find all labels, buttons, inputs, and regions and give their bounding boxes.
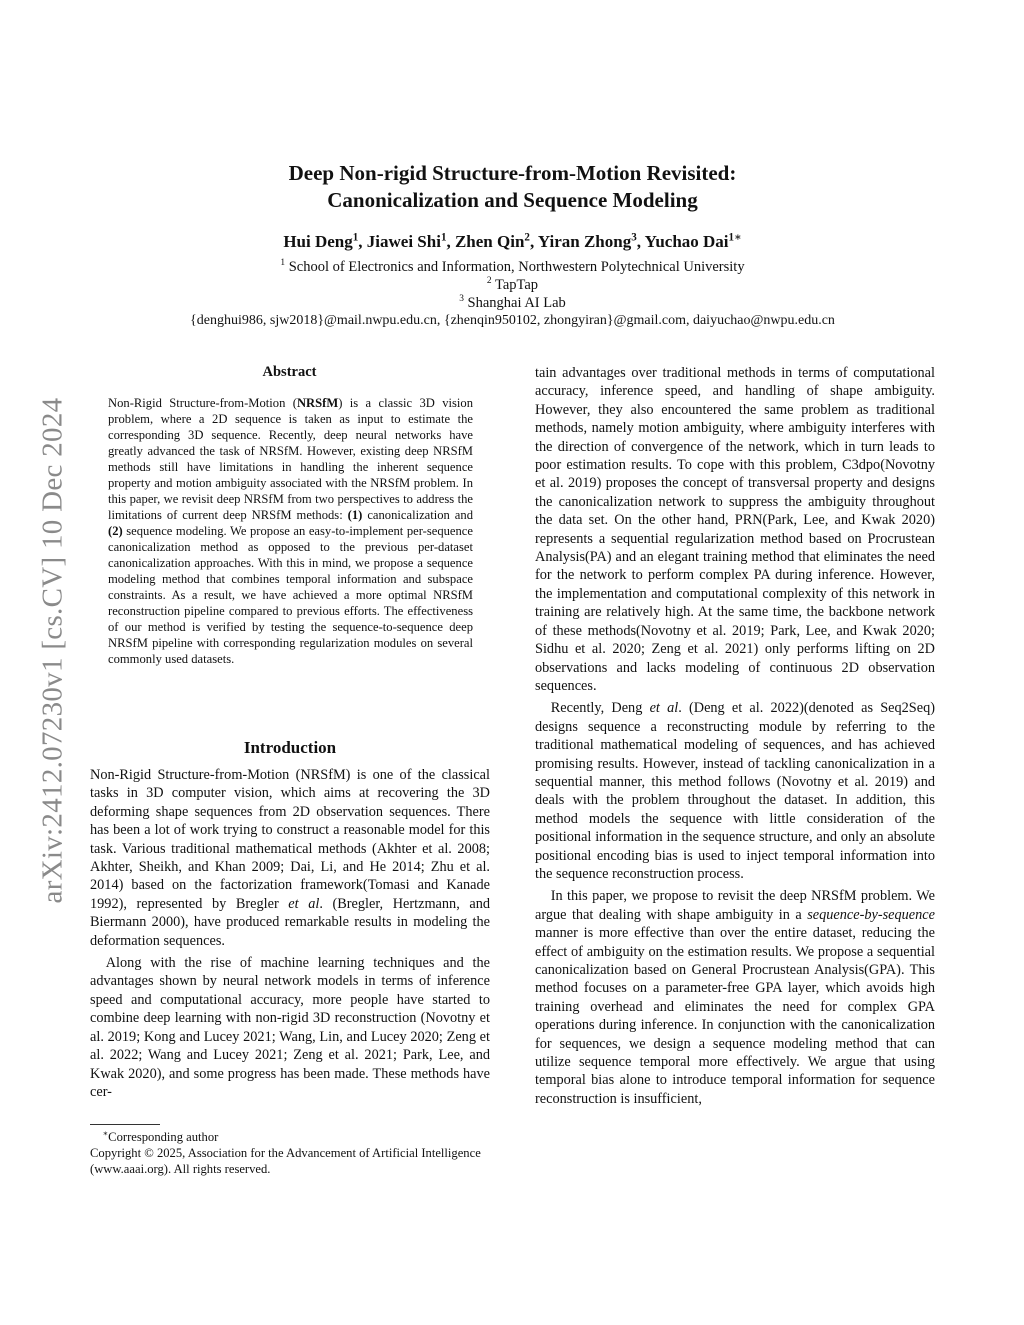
arxiv-id: arXiv:2412.07230v1 [cs.CV] 10 Dec 2024 — [36, 397, 69, 903]
affiliations — [90, 258, 935, 330]
arxiv-watermark — [28, 350, 78, 950]
right-column-body — [535, 364, 935, 1108]
author-name: Jiawei Shi — [366, 232, 441, 251]
affiliation-2: $^2$ TapTap — [486, 276, 539, 293]
author-sup: 1 — [352, 231, 359, 244]
author-emails: {denghui986, sjw2018}@mail.nwpu.edu.cn, {zhenqin950102, zhongyiran}@gmail.com, daiyuchao@nwpu.edu.cn — [190, 313, 835, 328]
affiliation-1: $^1$ School of Electronics and Information, Northwestern Polytechnical University — [280, 258, 745, 275]
author-sup: 3 — [631, 231, 637, 244]
author-name: Hui Deng — [283, 232, 353, 251]
introduction-heading: Introduction — [243, 738, 337, 757]
abstract-text: Non-Rigid Structure-from-Motion (NRSfM) is a classic 3D vision problem, where a 2D sequence is taken as input to estimate the corresponding 3D sequence. Recently, deep neural networks have greatly advanced the task of NRSfM. However, existing deep NRSfM methods still have limitations in handling the inherent sequence property and motion ambiguity associated with the NRSfM problem. In this paper, we revisit deep NRSfM from two perspectives to address the limitations of current deep NRSfM methods: (1) canonicalization and (2) sequence modeling. We propose an easy-to-implement per-sequence canonicalization method as opposed to the previous per-dataset canonicalization approaches. With this in mind, we propose a sequence modeling method that combines temporal information and subspace constraints. As a result, we have achieved a more optimal NRSfM reconstruction pipeline compared to previous efforts. The effectiveness of our method is verified by testing the sequence-to-sequence deep NRSfM pipeline with corresponding regularization modules on several commonly used datasets. — [108, 396, 473, 666]
intro-paragraph-5: In this paper, we propose to revisit the deep NRSfM problem. We argue that dealing with shape ambiguity in a sequence-by-sequence manner is more effective than over the entire dataset, reducing the effect of ambiguity on the estimation results. We propose a sequential canonicalization based on General Procrustean Analysis(GPA). This method focuses on a parameter-free GPA layer, which avoids high training overhead and eliminates the need for complex GPA operations during inference. In conjunction with the canonicalization for sequences, we design a sequence modeling method that can utilize sequence temporal more effectively. We argue that using temporal bias alone to introduce temporal information for sequence reconstruction is insufficient, — [535, 888, 935, 1107]
intro-paragraph-3: tain advantages over traditional methods in terms of computational accuracy, inference speed, and handling of shape ambiguity. However, they also encountered the same problem as traditional methods, namely motion ambiguity, where ambiguity interferes with the direction of convergence of the network, which in turn leads to poor estimation results. To cope with this problem, C3dpo(Novotny et al. 2019) proposes the concept of transversal property and designs the canonicalization network to suppress the ambiguity throughout the data set. On the other hand, PRN(Park, Lee, and Kwak 2020) represents a sequential regularization method based on Procrustean Analysis(PA) and an elegant training method that eliminates the need for the network to perform complex PA during inference. However, the implementation and computational complexity of this network in training are relatively high. At the same time, the backbone network of these methods(Novotny et al. 2019; Park, Lee, and Kwak 2020; Sidhu et al. 2020; Zeng et al. 2021) only performs lifting on 2D observations and lacks modeling of continuous 2D observation sequences. — [535, 365, 935, 694]
left-column-body — [90, 766, 490, 1101]
author-sup: 2 — [524, 231, 530, 244]
intro-paragraph-2: Along with the rise of machine learning techniques and the advantages shown by neural network models in terms of inference speed and computational accuracy, more people have started to combine deep learning with non-rigid 3D reconstruction (Novotny et al. 2019; Kong and Lucey 2021; Wang, Lin, and Lucey 2020; Zeng et al. 2022; Wang and Lucey 2021; Zeng et al. 2021; Park, Lee, and Kwak 2020), and some progress has been made. These methods have cer- — [90, 955, 490, 1100]
footnote-rule — [90, 1124, 160, 1125]
title-line-2: Canonicalization and Sequence Modeling — [327, 188, 698, 212]
copyright-notice: Copyright © 2025, Association for the Advancement of Artificial Intelligence (www.aaai.org). All rights reserved. — [90, 1146, 481, 1176]
author-list: Hui Deng$^1$, Jiawei Shi$^1$, Zhen Qin$^2$, Yiran Zhong$^3$, Yuchao Dai$^{1∗}$ — [283, 231, 742, 251]
footnote — [90, 1129, 490, 1177]
author-name: Zhen Qin — [454, 232, 525, 251]
paper-title — [90, 160, 935, 214]
author-sup: 1 — [440, 231, 447, 244]
title-line-1: Deep Non-rigid Structure-from-Motion Revisited: — [288, 161, 737, 185]
corresponding-author-note: ∗Corresponding author — [102, 1128, 219, 1144]
author-name: Yiran Zhong — [537, 232, 632, 251]
author-sup: 1∗ — [728, 231, 742, 244]
abstract-heading: Abstract — [262, 364, 317, 380]
intro-paragraph-4: Recently, Deng et al. (Deng et al. 2022)(denoted as Seq2Seq) designs sequence a reconstructing module by referring to the traditional mathematical modeling of sequences, and has achieved promising results. However, instead of tackling canonicalization in a sequential manner, this method follows (Novotny et al. 2019) and deals with the problem throughout the dataset. In addition, this method models the sequence with little consideration of the positional information in the sequence structure, and only an absolute positional encoding bias is used to inject temporal information into the sequence reconstruction process. — [535, 700, 936, 882]
affiliation-3: $^3$ Shanghai AI Lab — [459, 294, 566, 311]
author-name: Yuchao Dai — [644, 232, 729, 251]
intro-paragraph-1: Non-Rigid Structure-from-Motion (NRSfM) is one of the classical tasks in 3D computer vision, which aims at recovering the 3D deforming shape sequences from 2D observation sequences. There has been a lot of work trying to construct a reasonable model for this task. Various traditional mathematical methods (Akhter et al. 2008; Akhter, Sheikh, and Khan 2009; Dai, Li, and He 2014; Zhu et al. 2014) based on the factorization framework(Tomasi and Kanade 1992), represented by Bregler et al. (Bregler, Hertzmann, and Biermann 2000), have produced remarkable results in modeling the deformation sequences. — [90, 767, 490, 949]
